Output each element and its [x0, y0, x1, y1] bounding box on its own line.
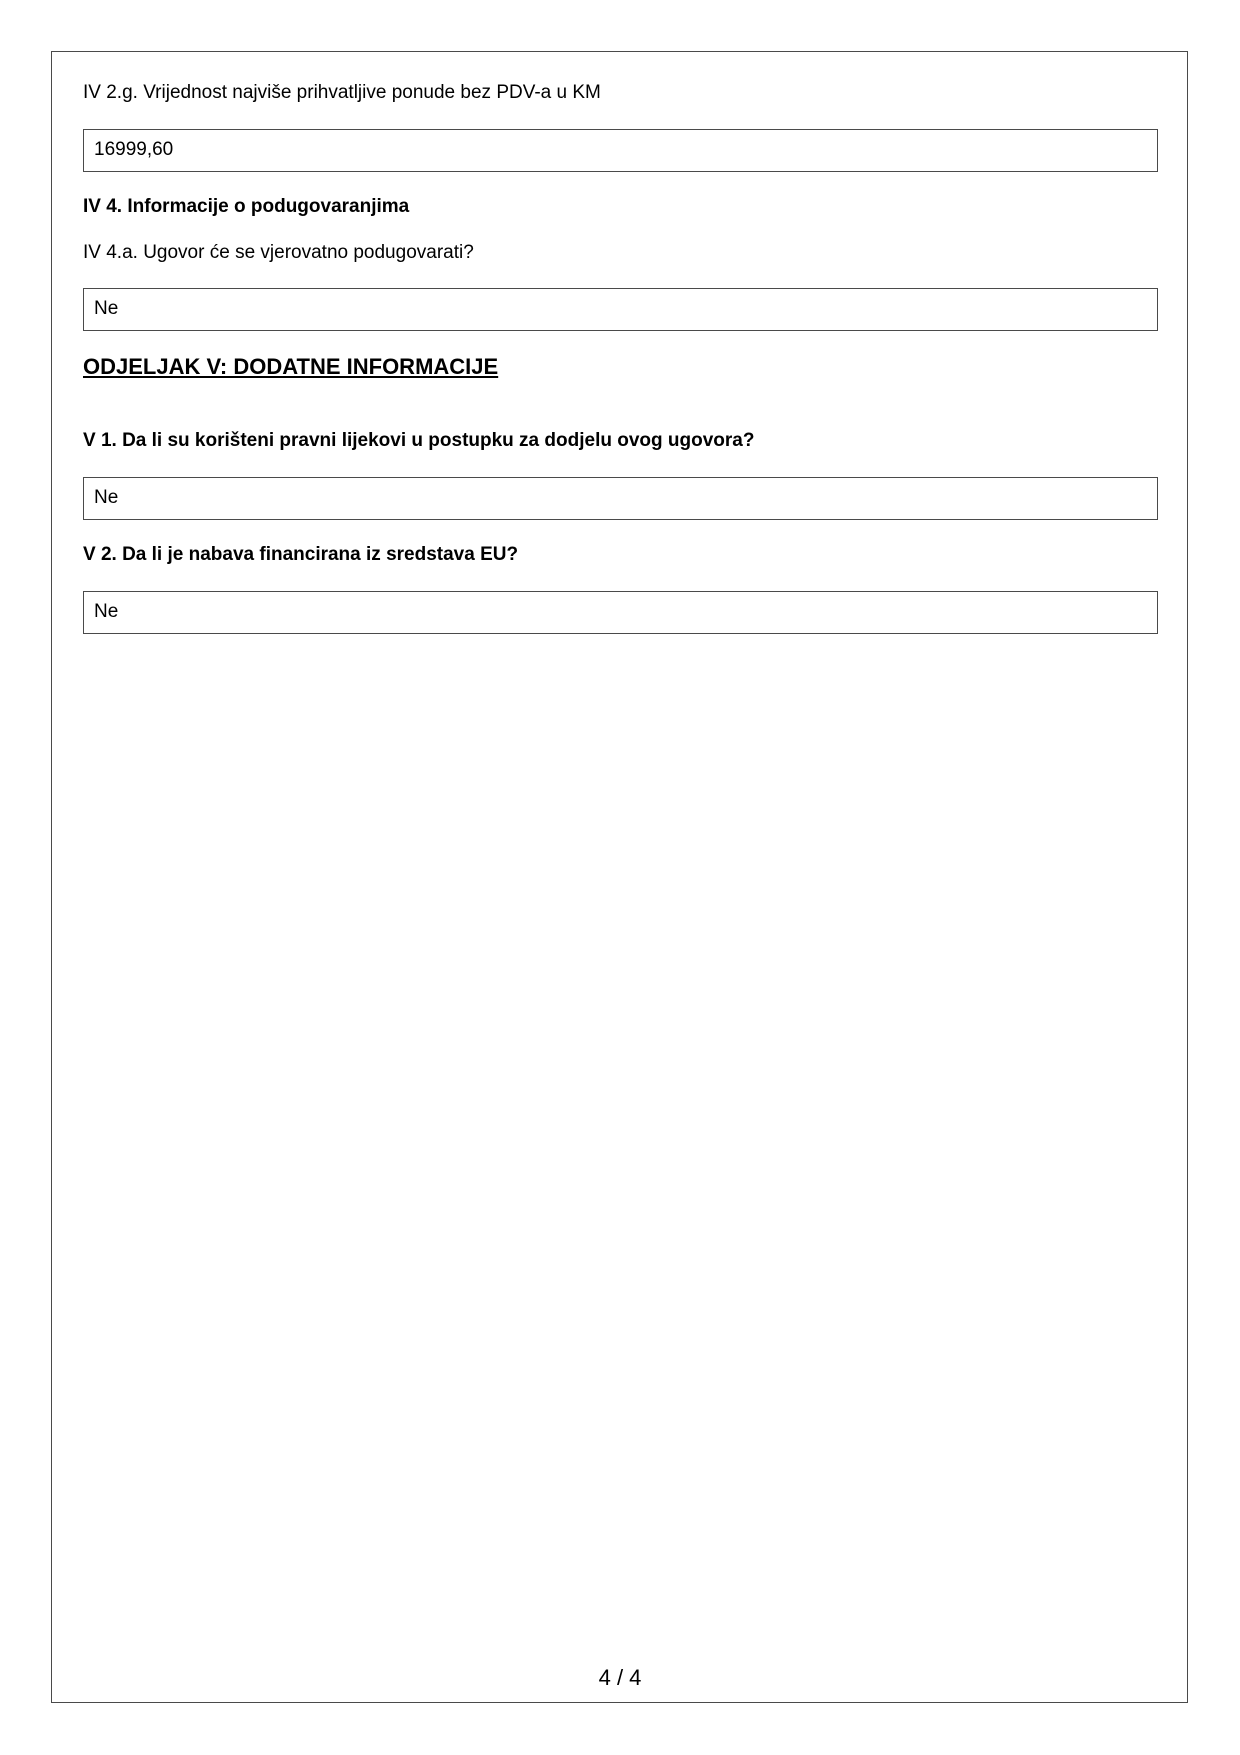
- iv-4-heading: IV 4. Informacije o podugovaranjima: [83, 196, 410, 217]
- v1-value-field: Ne: [83, 477, 1158, 520]
- section-v-heading: ODJELJAK V: DODATNE INFORMACIJE: [83, 354, 499, 379]
- v1-label: V 1. Da li su korišteni pravni lijekovi u postupku za dodjelu ovog ugovora?: [83, 430, 755, 451]
- iv-2g-value-field: 16999,60: [83, 129, 1158, 172]
- iv-2g-label: IV 2.g. Vrijednost najviše prihvatljive ponude bez PDV-a u KM: [83, 82, 601, 103]
- iv-4a-value-field: Ne: [83, 288, 1158, 331]
- v2-label: V 2. Da li je nabava financirana iz sredstava EU?: [83, 544, 519, 565]
- v2-value-field: Ne: [83, 591, 1158, 634]
- iv-4a-label: IV 4.a. Ugovor će se vjerovatno podugovarati?: [83, 242, 474, 263]
- page-number: 4 / 4: [598, 1665, 642, 1690]
